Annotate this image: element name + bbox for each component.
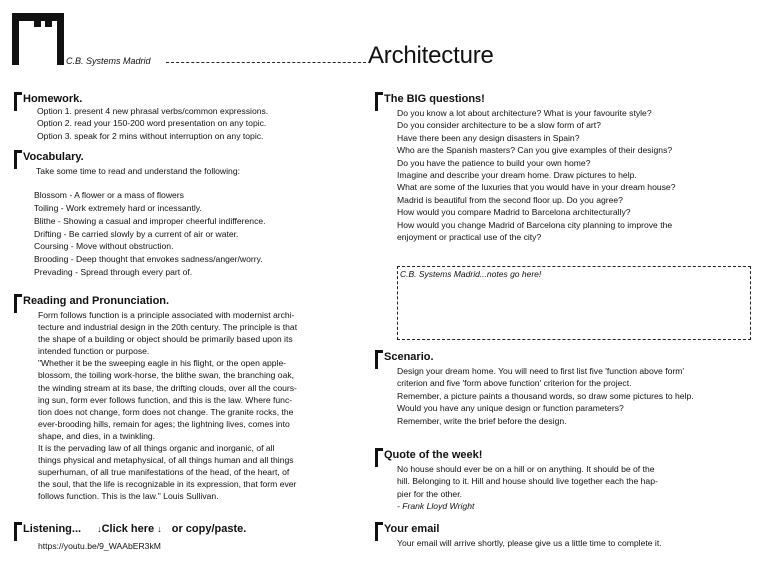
list-item: Do you have the patience to build your own home? xyxy=(397,157,591,168)
homework-heading: Homework. xyxy=(14,92,354,107)
list-item: What are some of the luxuries that you would have in your dream house? xyxy=(397,182,676,193)
homework-list xyxy=(14,105,354,142)
bracket-icon xyxy=(14,294,22,313)
logo-icon xyxy=(12,13,64,65)
notes-label: C.B. Systems Madrid...notes go here! xyxy=(400,269,542,279)
list-item: Who are the Spanish masters? Can you give examples of their designs? xyxy=(397,145,673,156)
list-item: Brooding - Deep thought that envokes sadness/anger/worry. xyxy=(34,253,263,264)
big-questions-heading: The BIG questions! xyxy=(375,92,755,107)
vocabulary-intro: Take some time to read and understand the following: xyxy=(36,166,240,176)
quote-author: - Frank Lloyd Wright xyxy=(397,501,475,512)
quote-text: No house should ever be on a hill or on anything. It should be of the hill. Belonging to it. Hill and house should live together each the hap- pier for the other. - Frank Lloyd Wright xyxy=(375,463,760,513)
arrow-down-icon: ↓ xyxy=(157,524,162,534)
bracket-icon xyxy=(14,522,22,541)
email-heading: Your email xyxy=(375,522,760,537)
list-item: Blossom - A flower or a mass of flowers xyxy=(34,190,184,201)
list-item: Option 2. read your 150-200 word presentation on any topic. xyxy=(37,118,267,129)
bracket-icon xyxy=(375,350,383,369)
header-divider xyxy=(166,62,366,63)
scenario-heading: Scenario. xyxy=(375,350,760,365)
list-item: How would you compare Madrid to Barcelona architecturally? xyxy=(397,207,631,218)
list-item: Madrid is beautiful from the second floor up. Do you agree? xyxy=(397,194,623,205)
arrow-down-icon: ↓ xyxy=(97,524,102,534)
brand-name: C.B. Systems Madrid xyxy=(66,56,151,66)
video-link[interactable]: https://youtu.be/9_WAAbER3kM xyxy=(38,541,161,551)
scenario-section xyxy=(375,350,760,427)
bracket-icon xyxy=(14,92,22,111)
reading-section xyxy=(14,294,359,503)
list-item: Option 3. speak for 2 mins without interruption on any topic. xyxy=(37,130,264,141)
notes-box[interactable] xyxy=(397,266,751,340)
list-item: Drifting - Be carried slowly by a current of air or water. xyxy=(34,228,239,239)
quote-section xyxy=(375,448,760,513)
list-item: Do you consider architecture to be a slow form of art? xyxy=(397,120,601,131)
page-title: Architecture xyxy=(368,42,494,69)
list-item: How would you change Madrid of Barcelona city planning to improve the xyxy=(397,219,673,230)
listening-section xyxy=(14,522,359,551)
reading-text: Form follows function is a principle associated with modernist archi- tecture and industrial design in the 20th century. The principle is that the shape of a building or object should be primarily based upon its intended function or purpose. "Whether it be the sweeping eagle in his flight, or the open apple- blossom, the toiling work-horse, the blithe swan, the branching oak, the winding stream at its base, the drifting clouds, over all the cours- ing sun, form ever follows function, and this is the law. Where func- tion does not change, form does not change. The granite rocks, the ever-brooding hills, remain for ages; the lightning lives, comes into shape, and dies, in a twinkling. It is the pervading law of all things organic and inorganic, of all things physical and metaphysical, of all things human and all things superhuman, of all true manifestations of the head, of the heart, of the soul, that the life is recognizable in its expression, that form ever follows function. This is the law." Louis Sullivan. xyxy=(38,310,298,502)
big-questions-list xyxy=(375,107,755,243)
vocabulary-list xyxy=(14,189,354,278)
vocabulary-heading: Vocabulary. xyxy=(14,150,354,165)
homework-section xyxy=(14,92,354,142)
bracket-icon xyxy=(375,448,383,467)
list-item: enjoyment or practical use of the city? xyxy=(397,232,542,243)
list-item: Coursing - Move without obstruction. xyxy=(34,241,174,252)
reading-heading: Reading and Pronunciation. xyxy=(14,294,359,309)
list-item: Imagine and describe your dream home. Draw pictures to help. xyxy=(397,170,637,181)
quote-heading: Quote of the week! xyxy=(375,448,760,463)
listening-heading: Listening... ↓Click here ↓ or copy/paste. xyxy=(14,522,359,537)
email-section xyxy=(375,522,760,549)
vocabulary-section xyxy=(14,150,354,278)
list-item: Blithe - Showing a casual and improper cheerful indifference. xyxy=(34,215,266,226)
bracket-icon xyxy=(14,150,22,169)
bracket-icon xyxy=(375,522,383,541)
list-item: Option 1. present 4 new phrasal verbs/common expressions. xyxy=(37,106,269,116)
click-here-link[interactable]: ↓Click here ↓ xyxy=(97,523,162,535)
email-text: Your email will arrive shortly, please give us a little time to complete it. xyxy=(397,538,662,548)
list-item: Have there been any design disasters in Spain? xyxy=(397,132,580,143)
scenario-text: Design your dream home. You will need to first list five 'function above form' criterion and five 'form above function' criterion for the project. Remember, a picture paints a thousand words, so draw some pictures to help. Would you have any unique design or function parameters? Remember, write the brief before the design. xyxy=(397,366,694,426)
bracket-icon xyxy=(375,92,383,111)
big-questions-section xyxy=(375,92,755,243)
list-item: Do you know a lot about architecture? What is your favourite style? xyxy=(397,108,652,118)
list-item: Toiling - Work extremely hard or incessantly. xyxy=(34,203,202,214)
list-item: Prevading - Spread through every part of. xyxy=(34,266,193,277)
